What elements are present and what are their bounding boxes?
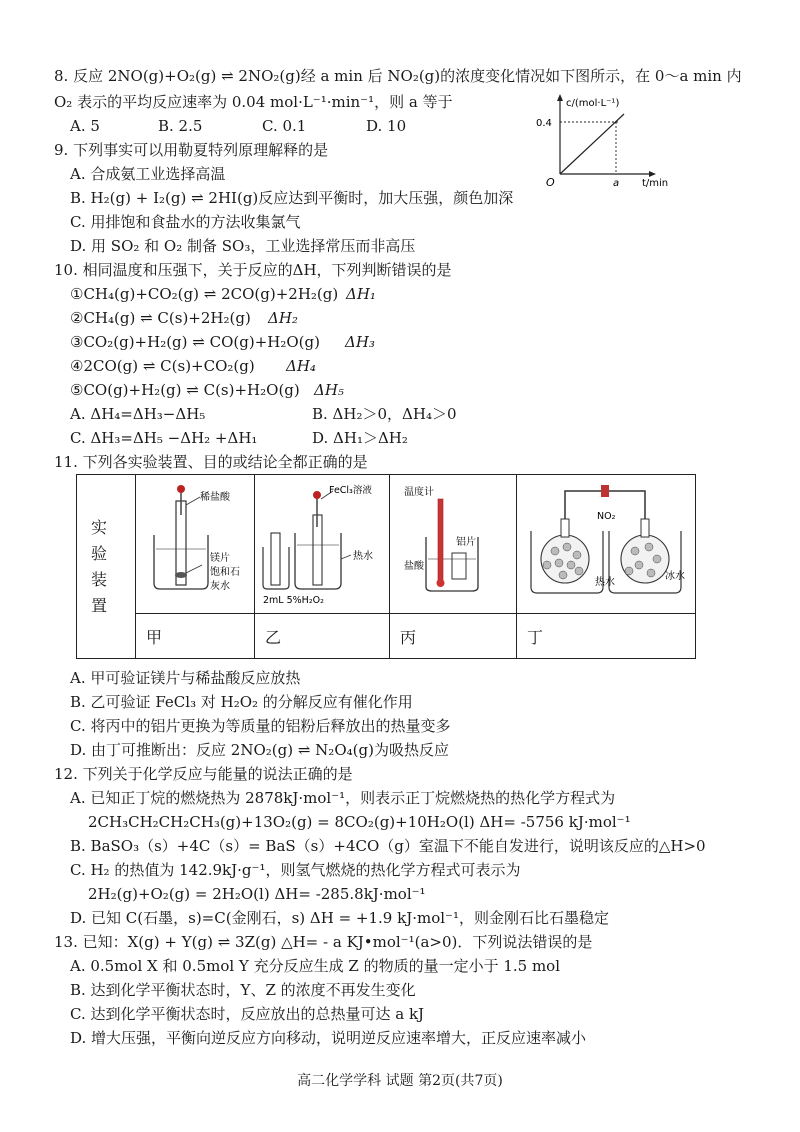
q9-stem: 9. 下列事实可以用勒夏特列原理解释的是 [54,141,329,159]
q12-option-d: D. 已知 C(石墨，s)=C(金刚石，s) ΔH = +1.9 kJ·mol⁻¹，则金刚石比石墨稳定 [70,909,609,927]
q8-option-b: B. 2.5 [158,117,203,135]
q11-stem: 11. 下列各实验装置、目的或结论全都正确的是 [54,453,368,471]
q8-concentration-graph [532,92,682,192]
q13-stem: 13. 已知：X(g) + Y(g) ⇌ 3Z(g) △H= - a KJ•mol⁻¹(a>0)．下列说法错误的是 [54,933,593,951]
graph-x-arrow [649,171,656,177]
q10-reaction-5: ⑤CO(g)+H₂(g) ⇌ C(s)+H₂O(g) [70,381,300,399]
apparatus-ding-drawing [517,475,695,609]
flask-cold [621,535,669,583]
graph-xtick: a [613,178,620,189]
q10-option-a: A. ΔH₄=ΔH₃−ΔH₅ [70,405,206,423]
q11-option-d: D. 由丁可推断出：反应 2NO₂(g) ⇌ N₂O₄(g)为吸热反应 [70,741,449,759]
q8-line2: O₂ 表示的平均反应速率为 0.04 mol·L⁻¹·min⁻¹，则 a 等于 [54,93,453,111]
q13-option-a: A. 0.5mol X 和 0.5mol Y 充分反应生成 Z 的物质的量一定小于 1.5 mol [70,957,561,975]
label-dilute-hcl: 稀盐酸 [200,492,230,503]
q11-option-c: C. 将丙中的铝片更换为等质量的铝粉后释放出的热量变多 [70,717,451,735]
q10-reaction-3: ③CO₂(g)+H₂(g) ⇌ CO(g)+H₂O(g) [70,333,320,351]
apparatus-jia-cell [136,475,255,614]
q9-option-a: A. 合成氨工业选择高温 [70,165,226,183]
q8-option-c: C. 0.1 [262,117,307,135]
apparatus-bing-cell [390,475,517,614]
label-fecl3: FeCl₃溶液 [329,485,372,496]
apparatus-name-yi: 乙 [255,614,390,659]
apparatus-bing-drawing [390,475,516,609]
graph-ylabel: c/(mol·L⁻¹) [566,98,620,109]
q10-dh-4: ΔH₄ [286,357,316,375]
q10-option-c: C. ΔH₃=ΔH₅ −ΔH₂ +ΔH₁ [70,429,258,447]
q12-stem: 12. 下列关于化学反应与能量的说法正确的是 [54,765,353,783]
label-h2o2: 2mL 5%H₂O₂ [263,595,324,606]
q10-dh-2: ΔH₂ [268,309,298,327]
q12-option-b: B. BaSO₃（s）+4C（s）= BaS（s）+4CO（g）室温下不能自发进行，说明该反应的△H>0 [70,837,706,855]
label-mg: 镁片 [210,553,230,564]
label-hot-water: 热水 [353,551,373,562]
apparatus-row-label: 实 验 装 置 [90,517,121,615]
q10-reaction-4: ④2CO(g) ⇌ C(s)+CO₂(g) [70,357,255,375]
label-ice-water: 冰水 [665,571,685,582]
label-al: 铝片 [456,537,476,548]
q8-line1: 8. 反应 2NO(g)+O₂(g) ⇌ 2NO₂(g)经 a min 后 NO₂(g)的浓度变化情况如下图所示，在 0～a min 内 [54,67,742,85]
q10-reaction-1: ①CH₄(g)+CO₂(g) ⇌ 2CO(g)+2H₂(g) [70,285,339,303]
graph-data-line [560,114,624,174]
q10-dh-1: ΔH₁ [346,285,376,303]
q13-option-b: B. 达到化学平衡状态时，Y、Z 的浓度不再发生变化 [70,981,416,999]
q9-option-b: B. H₂(g) + I₂(g) ⇌ 2HI(g)反应达到平衡时，加大压强，颜色加深 [70,189,514,207]
label-thermometer: 温度计 [404,487,434,498]
apparatus-name-jia: 甲 [136,614,255,659]
q11-option-b: B. 乙可验证 FeCl₃ 对 H₂O₂ 的分解反应有催化作用 [70,693,413,711]
apparatus-yi-drawing [255,475,389,609]
label-limewater-1: 饱和石 [210,567,240,578]
apparatus-ding-cell [517,475,696,614]
apparatus-name-ding: 丁 [517,614,696,659]
q12-option-c-equation: 2H₂(g)+O₂(g) = 2H₂O(l) ΔH= -285.8kJ·mol⁻¹ [88,885,426,903]
label-ding-hot-water: 热水 [595,577,615,588]
q8-options [70,116,406,136]
graph-origin: O [546,176,555,189]
graph-xlabel: t/min [642,178,669,189]
q11-option-a: A. 甲可验证镁片与稀盐酸反应放热 [70,669,301,687]
apparatus-jia-drawing [136,475,254,609]
q10-dh-5: ΔH₅ [314,381,344,399]
graph-ytick: 0.4 [536,118,552,129]
q12-option-c-line1: C. H₂ 的热值为 142.9kJ·g⁻¹，则氢气燃烧的热化学方程式可表示为 [70,861,521,879]
q10-reaction-2: ②CH₄(g) ⇌ C(s)+2H₂(g) [70,309,251,327]
thermometer [438,499,443,583]
graph-y-arrow [557,94,563,101]
q9-option-c: C. 用排饱和食盐水的方法收集氯气 [70,213,301,231]
q8-option-d: D. 10 [366,117,407,135]
q12-option-a-equation: 2CH₃CH₂CH₂CH₃(g)+13O₂(g) = 8CO₂(g)+10H₂O(l) ΔH= -5756 kJ·mol⁻¹ [88,813,631,831]
q13-option-d: D. 增大压强，平衡向逆反应方向移动，说明逆反应速率增大，正反应速率减小 [70,1029,587,1047]
q8-option-a: A. 5 [70,117,100,135]
label-no2: NO₂ [597,511,616,522]
q11-apparatus-table [76,474,696,659]
apparatus-yi-cell [255,475,390,614]
q10-dh-3: ΔH₃ [345,333,375,351]
q12-option-a-line1: A. 已知正丁烷的燃烧热为 2878kJ·mol⁻¹，则表示正丁烷燃烧热的热化学方程式为 [70,789,616,807]
q10-option-b: B. ΔH₂＞0，ΔH₄＞0 [312,405,457,423]
q13-option-c: C. 达到化学平衡状态时，反应放出的总热量可达 a kJ [70,1005,425,1023]
page-footer: 高二化学学科 试题 第2页(共7页) [297,1073,503,1089]
q10-option-d: D. ΔH₁＞ΔH₂ [312,429,408,447]
label-limewater-2: 灰水 [210,581,230,592]
q9-option-d: D. 用 SO₂ 和 O₂ 制备 SO₃，工业选择常压而非高压 [70,237,416,255]
q10-stem: 10. 相同温度和压强下，关于反应的ΔH，下列判断错误的是 [54,261,452,279]
table-row-label-cell [77,475,136,659]
label-hcl: 盐酸 [404,561,424,572]
apparatus-name-bing: 丙 [390,614,517,659]
